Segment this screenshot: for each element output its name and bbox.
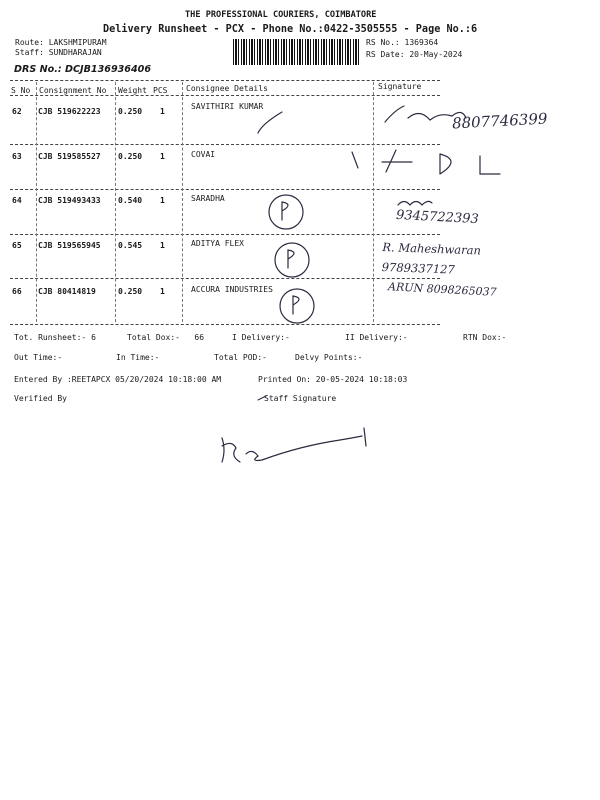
signature-stroke [480, 156, 500, 174]
tot-runsheet: Tot. Runsheet:- 6 [14, 333, 96, 342]
row-consignee: SAVITHIRI KUMAR [191, 102, 264, 111]
company-title: THE PROFESSIONAL COURIERS, COIMBATORE [185, 10, 377, 20]
col-sno: S No [11, 86, 31, 95]
row-consignment: CJB 519585527 [38, 152, 101, 161]
row-consignee: SARADHA [191, 194, 225, 203]
col-signature: Signature [378, 82, 422, 91]
runsheet-subtitle: Delivery Runsheet - PCX - Phone No.:0422-3505555 - Page No.:6 [103, 24, 478, 35]
row-sno: 63 [12, 152, 22, 161]
row-consignee: ADITYA FLEX [191, 239, 244, 248]
i-delivery: I Delivery:- [232, 333, 290, 342]
rs-number: RS No.: 1369364 [366, 38, 439, 47]
total-pod: Total POD:- [214, 353, 267, 362]
row-pcs: 1 [160, 107, 165, 116]
verified-by: Verified By [14, 394, 67, 403]
handwritten-phone: 9345722393 [395, 207, 480, 228]
row-pcs: 1 [160, 287, 165, 296]
row-weight: 0.250 [118, 287, 143, 296]
handwritten-phone: 8807746399 [451, 109, 548, 133]
signature-stroke [385, 106, 404, 122]
ii-delivery: II Delivery:- [345, 333, 408, 342]
row-pcs: 1 [160, 152, 165, 161]
signature-stroke [352, 152, 358, 168]
row-pcs: 1 [160, 196, 165, 205]
pod-stamp-p [282, 202, 288, 220]
total-dox: Total Dox:- 66 [127, 333, 205, 342]
handwritten-signature: R. Maheshwaran 9789337127 [381, 240, 482, 277]
row-sno: 66 [12, 287, 22, 296]
col-consignee: Consignee Details [186, 84, 268, 93]
signature-stroke [398, 201, 432, 205]
pod-stamp-circle [269, 195, 303, 229]
row-pcs: 1 [160, 241, 165, 250]
out-time: Out Time:- [14, 353, 63, 362]
rs-date: RS Date: 20-May-2024 [366, 50, 463, 59]
row-consignment: CJB 519565945 [38, 241, 101, 250]
verified-signature [246, 436, 362, 461]
drs-number: DRS No.: DCJB136936406 [14, 64, 152, 75]
signature-stroke [440, 154, 451, 174]
col-consignment: Consignment No [39, 86, 107, 95]
col-weight: Weight [118, 86, 147, 95]
pod-stamp-circle [275, 243, 309, 277]
row-consignment: CJB 519622223 [38, 107, 101, 116]
row-weight: 0.540 [118, 196, 143, 205]
row-sno: 65 [12, 241, 22, 250]
route-label: Route: LAKSHMIPURAM [15, 38, 107, 47]
verified-signature [364, 428, 366, 446]
row-sno: 62 [12, 107, 22, 116]
pod-stamp-p [293, 296, 299, 314]
row-consignment: CJB 519493433 [38, 196, 101, 205]
printed-on: Printed On: 20-05-2024 10:18:03 [258, 375, 408, 384]
staff-label: Staff: SUNDHARAJAN [15, 48, 102, 57]
verified-signature [222, 438, 240, 462]
tick-mark [258, 112, 282, 133]
signature-stroke [382, 150, 412, 172]
row-consignee: ACCURA INDUSTRIES [191, 285, 273, 294]
row-consignee: COVAI [191, 150, 216, 159]
entered-by: Entered By :REETAPCX 05/20/2024 10:18:00 AM [14, 375, 222, 384]
row-weight: 0.545 [118, 241, 143, 250]
pod-stamp-p [288, 250, 294, 268]
handwritten-signature: ARUN 8098265037 [387, 280, 497, 299]
delvy-points: Delvy Points:- [295, 353, 363, 362]
row-sno: 64 [12, 196, 22, 205]
row-weight: 0.250 [118, 107, 143, 116]
staff-signature-label: Staff Signature [264, 394, 337, 403]
pod-stamp-circle [280, 289, 314, 323]
in-time: In Time:- [116, 353, 160, 362]
col-pcs: PCS [153, 86, 168, 95]
row-weight: 0.250 [118, 152, 143, 161]
row-consignment: CJB 80414819 [38, 287, 96, 296]
rtn-dox: RTN Dox:- [463, 333, 507, 342]
